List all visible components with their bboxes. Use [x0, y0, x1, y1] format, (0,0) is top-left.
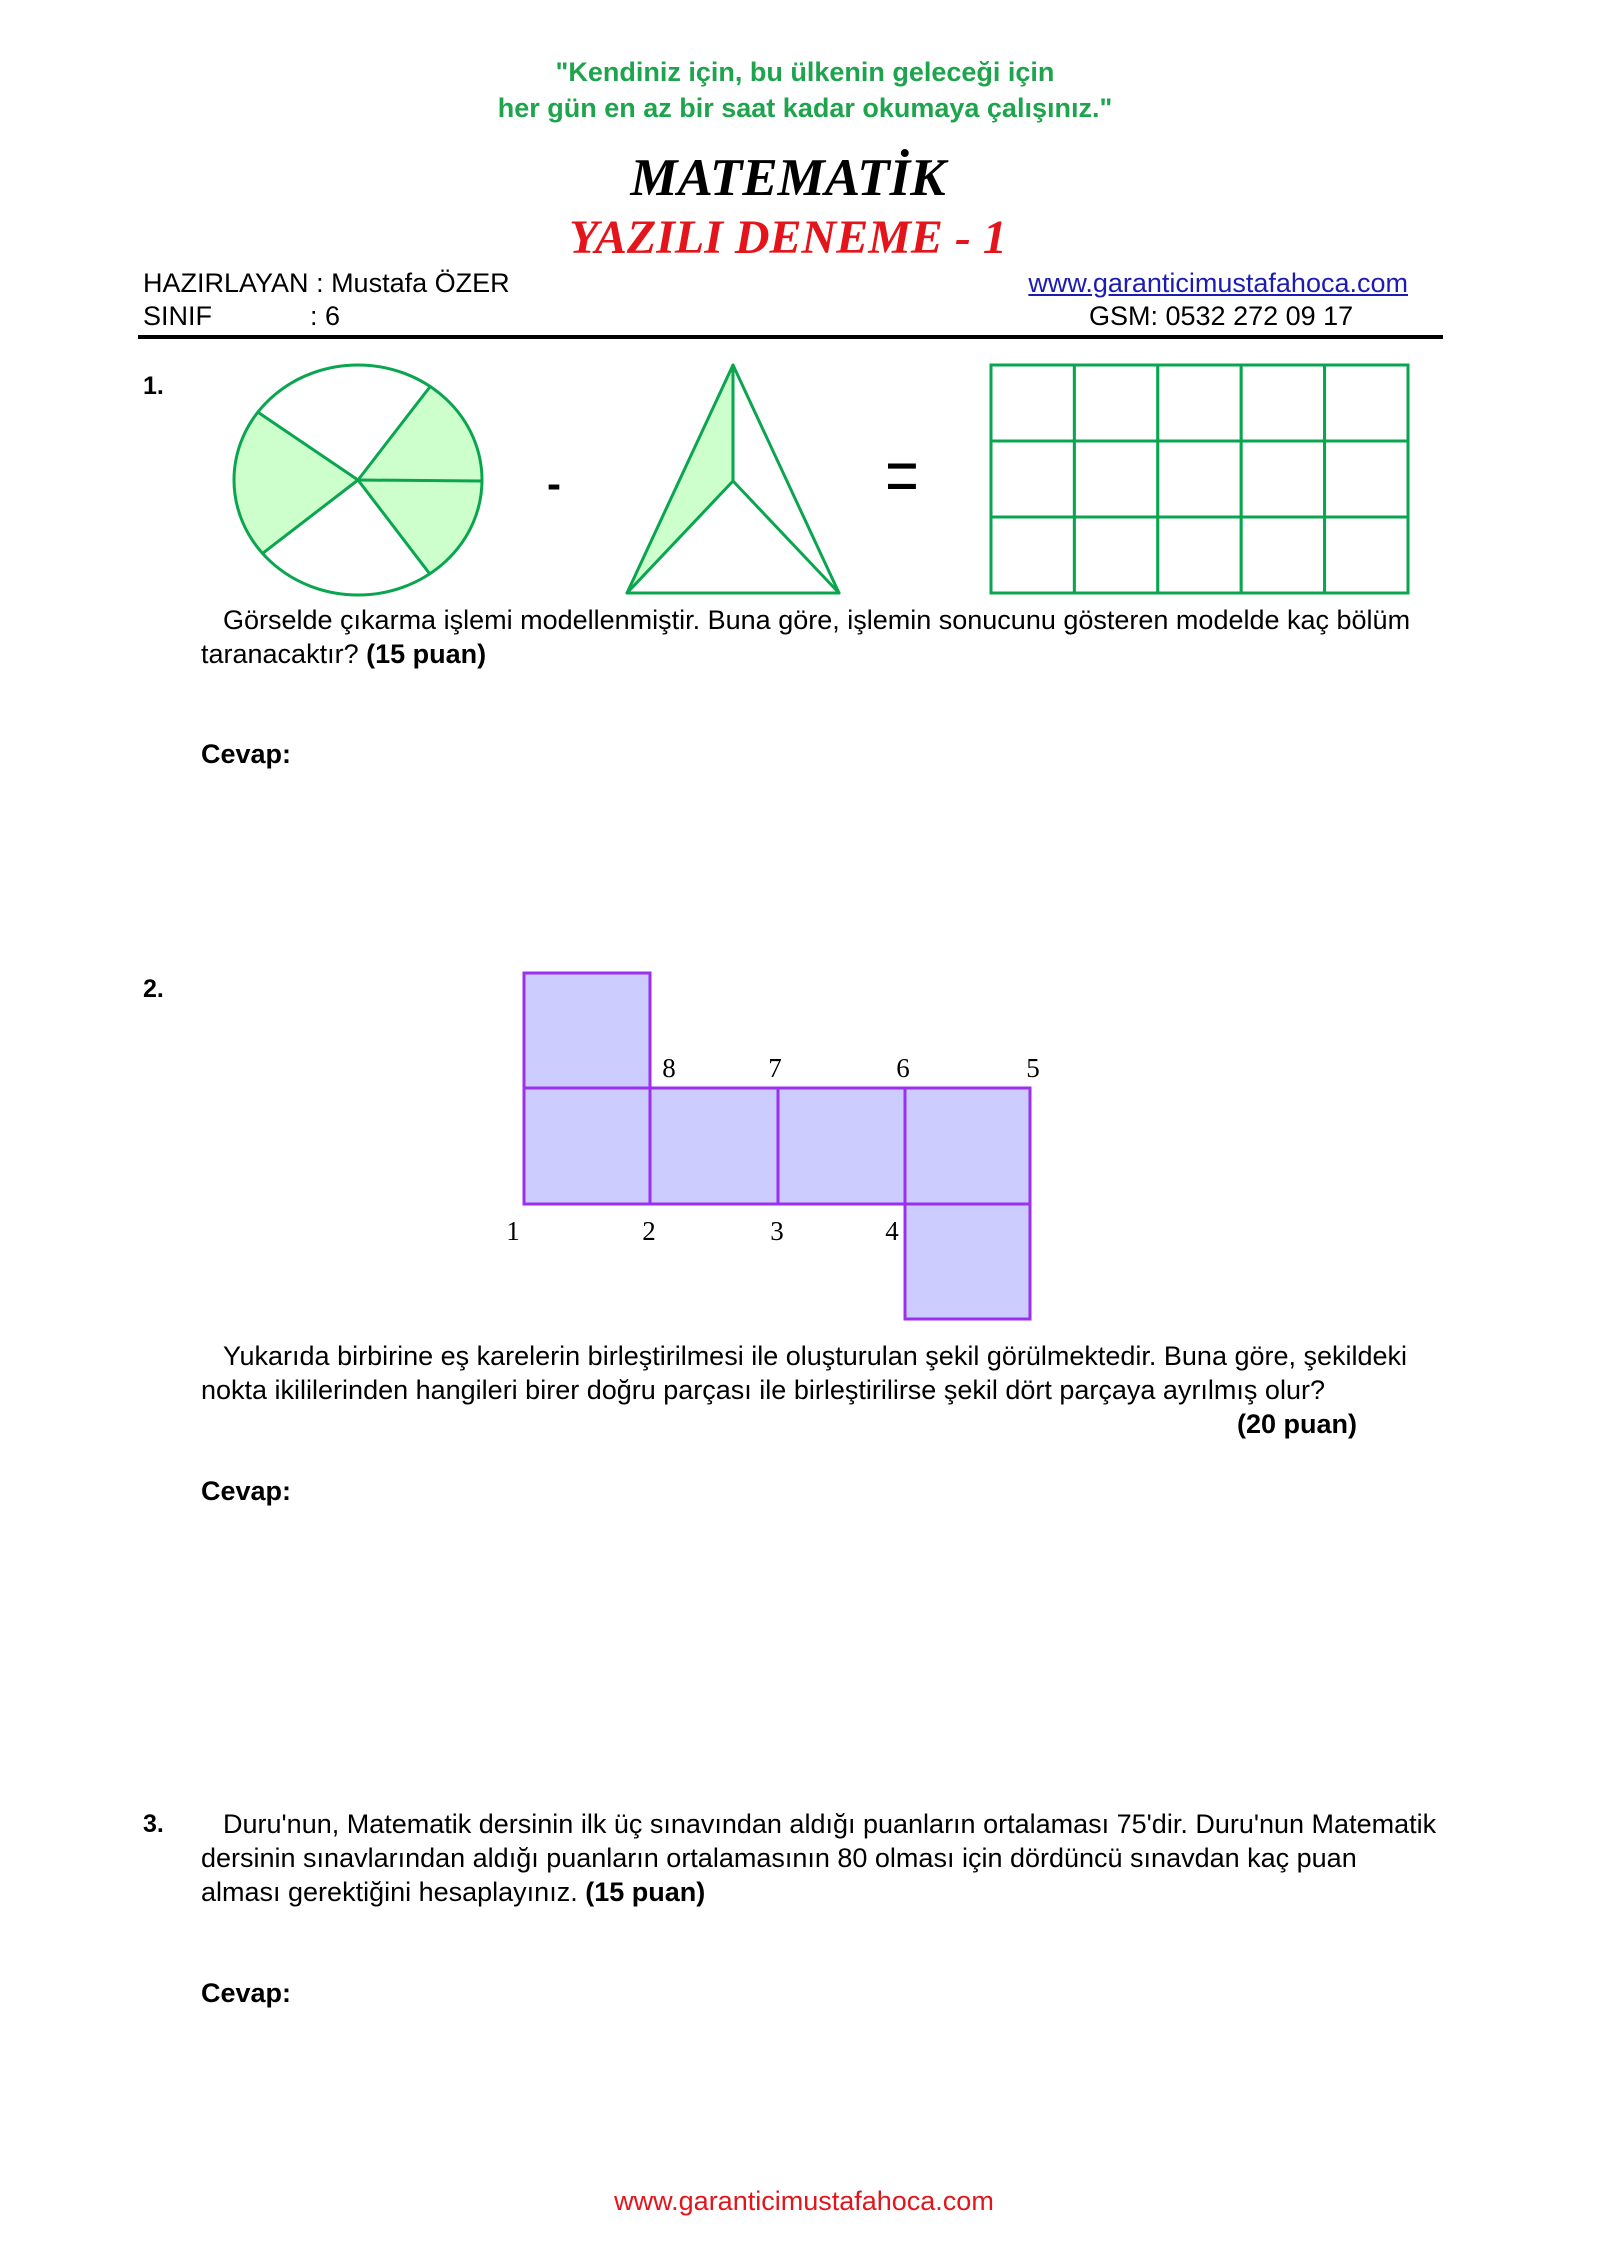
question-1-number: 1. — [143, 372, 164, 400]
square — [524, 1088, 650, 1204]
question-3-line-3 — [201, 1875, 705, 1909]
question-3-answer-label: Cevap: — [201, 1978, 292, 2008]
point-label-1: 1 — [506, 1216, 520, 1246]
inner-line — [733, 481, 839, 593]
grid-cell — [991, 365, 1074, 441]
question-2-number: 2. — [143, 975, 164, 1003]
point-label-4: 4 — [885, 1216, 899, 1246]
header-divider — [138, 335, 1443, 339]
circle-fraction-model — [230, 360, 490, 600]
question-1-line-2 — [201, 637, 486, 671]
equals-sign: = — [885, 419, 919, 533]
preparer-row — [143, 266, 510, 300]
grid-cell — [1241, 365, 1324, 441]
question-3-line-1: Duru'nun, Matematik dersinin ilk üç sınavından aldığı puanların ortalaması 75'dir. Duru'nun Matematik — [223, 1809, 1437, 1839]
exam-subtitle: YAZILI DENEME - 1 — [569, 211, 1007, 264]
square — [905, 1088, 1030, 1204]
grid-cell — [1158, 365, 1241, 441]
grid-cell — [1074, 517, 1157, 593]
radial-line — [358, 480, 482, 481]
question-2-points: (20 puan) — [1236, 1409, 1357, 1439]
question-3-number: 3. — [143, 1810, 164, 1838]
grid-cell — [1241, 517, 1324, 593]
grid-cell — [1325, 517, 1408, 593]
square-net-figure — [500, 960, 1060, 1340]
question-2-line-2: nokta ikililerinden hangileri birer doğru parçası ile birleştirilirse şekil dört parçaya ayrılmış olur? — [201, 1375, 1325, 1405]
grid-cell — [1074, 441, 1157, 517]
square — [650, 1088, 778, 1204]
grid-cell — [1158, 441, 1241, 517]
website-link[interactable]: www.garanticimustafahoca.com — [1028, 268, 1408, 298]
point-label-2: 2 — [642, 1216, 656, 1246]
question-3-text: alması gerektiğini hesaplayınız. — [201, 1877, 578, 1907]
preparer-name: : Mustafa ÖZER — [316, 268, 510, 298]
grid-cell — [1325, 441, 1408, 517]
grid-cell — [1241, 441, 1324, 517]
grid-cell — [1158, 517, 1241, 593]
grid-cell — [1325, 365, 1408, 441]
question-1-answer-label: Cevap: — [201, 739, 292, 769]
question-2-line-1: Yukarıda birbirine eş karelerin birleştirilmesi ile oluşturulan şekil görülmektedir. Buna göre, şekildeki — [223, 1341, 1408, 1371]
grid-cell — [991, 517, 1074, 593]
square — [524, 973, 650, 1088]
triangle-fraction-model — [615, 355, 855, 605]
question-2-answer-label: Cevap: — [201, 1476, 292, 1506]
square — [905, 1204, 1030, 1319]
footer-website: www.garanticimustafahoca.com — [614, 2186, 994, 2216]
shaded-sector — [234, 412, 358, 553]
page-title: MATEMATİK — [630, 149, 946, 207]
class-label: SINIF — [143, 301, 213, 331]
class-value: : 6 — [310, 301, 341, 331]
point-label-8: 8 — [662, 1053, 676, 1083]
question-1-line-1: Görselde çıkarma işlemi modellenmiştir. Buna göre, işlemin sonucunu gösteren modelde kaç bölüm — [223, 605, 1411, 635]
question-1-points: (15 puan) — [366, 639, 487, 669]
motto-line-2: her gün en az bir saat kadar okumaya çalışınız." — [497, 93, 1113, 123]
result-grid-model — [985, 359, 1415, 599]
point-label-3: 3 — [770, 1216, 784, 1246]
phone-number: GSM: 0532 272 09 17 — [1089, 301, 1354, 331]
question-3-points: (15 puan) — [585, 1877, 706, 1907]
motto-line-1: "Kendiniz için, bu ülkenin geleceği için — [555, 57, 1055, 87]
square — [778, 1088, 905, 1204]
question-1-text: taranacaktır? — [201, 639, 359, 669]
point-label-7: 7 — [768, 1053, 782, 1083]
minus-sign: - — [547, 460, 561, 507]
preparer-label: HAZIRLAYAN — [143, 268, 309, 298]
point-label-6: 6 — [896, 1053, 910, 1083]
grid-cell — [1074, 365, 1157, 441]
question-3-line-2: dersinin sınavlarından aldığı puanların ortalamasının 80 olması için dördüncü sınavdan kaç puan — [201, 1843, 1357, 1873]
grid-cell — [991, 441, 1074, 517]
point-label-5: 5 — [1026, 1053, 1040, 1083]
